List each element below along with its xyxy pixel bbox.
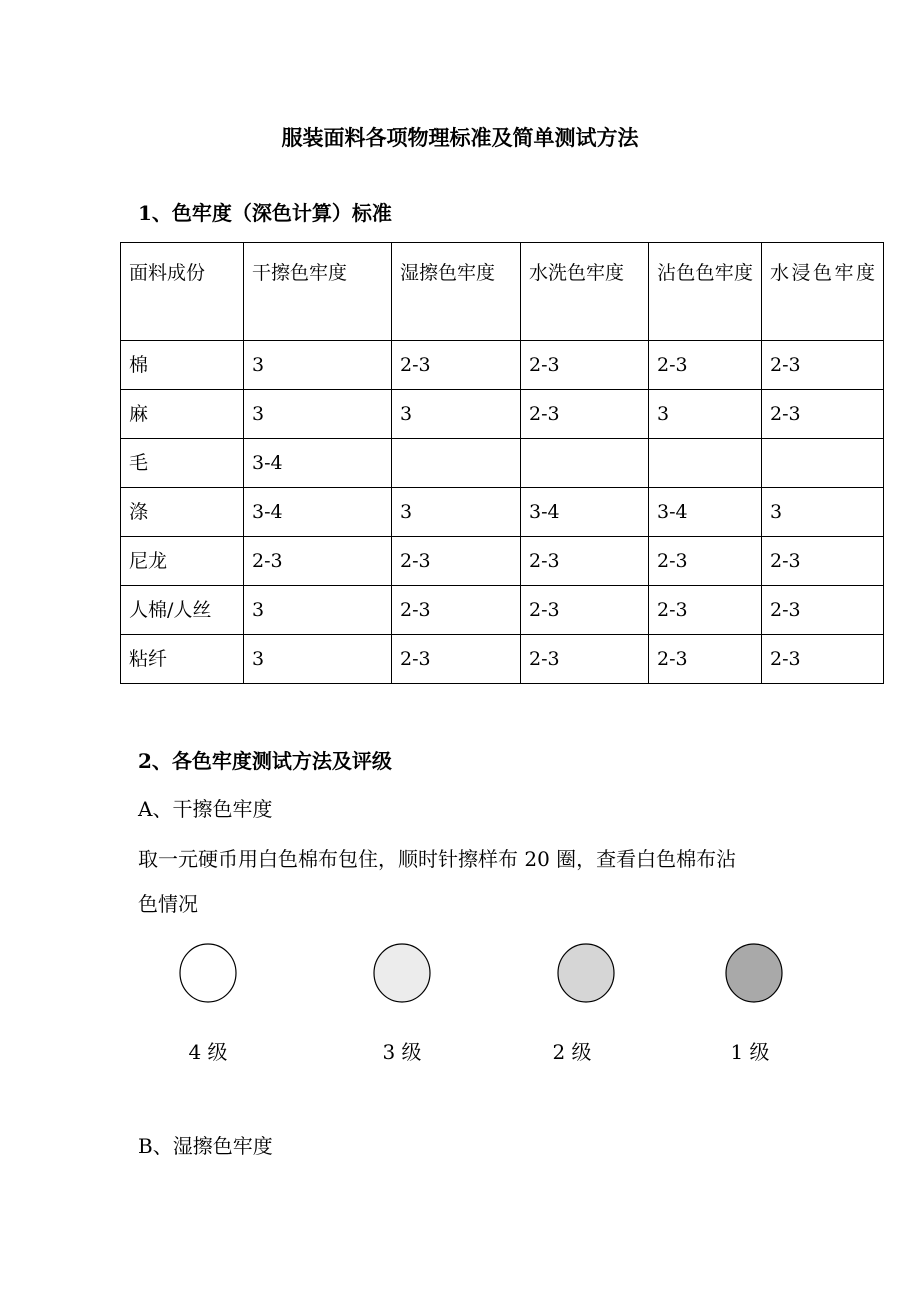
table-header-cell: 水洗色牢度 [521, 243, 649, 341]
grade-swatch [722, 940, 786, 1006]
grade-swatch [176, 940, 240, 1006]
table-cell: 3 [392, 390, 521, 439]
table-row [121, 341, 884, 390]
table-cell: 涤 [121, 488, 244, 537]
table-cell: 棉 [121, 341, 244, 390]
grade-item [158, 940, 258, 1065]
grade-1-swatch [726, 944, 782, 1002]
table-row [121, 586, 884, 635]
table-cell: 毛 [121, 439, 244, 488]
document-title: 服装面料各项物理标准及简单测试方法 [281, 125, 639, 150]
subsection-b-heading: B、湿擦色牢度 [138, 1134, 273, 1158]
table-cell: 2-3 [244, 537, 392, 586]
table-cell: 2-3 [649, 537, 762, 586]
table-cell: 2-3 [392, 341, 521, 390]
table-cell: 2-3 [392, 635, 521, 684]
table-cell [762, 439, 884, 488]
section1-heading: 1、色牢度（深色计算）标准 [138, 201, 392, 225]
table-cell: 2-3 [649, 635, 762, 684]
table-cell: 3-4 [244, 439, 392, 488]
table-row [121, 635, 884, 684]
grade-scale [0, 940, 920, 1070]
table-cell: 人棉/人丝 [121, 586, 244, 635]
table-cell: 2-3 [762, 586, 884, 635]
table-cell: 3 [244, 586, 392, 635]
table-row [121, 537, 884, 586]
table-cell: 2-3 [521, 635, 649, 684]
grade-3-swatch [374, 944, 430, 1002]
table-cell: 3 [762, 488, 884, 537]
table-cell: 2-3 [392, 586, 521, 635]
table-header-cell: 干擦色牢度 [244, 243, 392, 341]
table-cell: 2-3 [521, 537, 649, 586]
table-cell: 3-4 [244, 488, 392, 537]
table-cell: 2-3 [521, 341, 649, 390]
table-header-cell: 水浸色牢度 [762, 243, 884, 341]
table-row [121, 488, 884, 537]
grade-item [704, 940, 804, 1065]
color-fastness-table [120, 242, 884, 684]
table-cell: 尼龙 [121, 537, 244, 586]
table-cell: 3 [392, 488, 521, 537]
grade-item [536, 940, 636, 1065]
grade-label: 4 级 [188, 1040, 228, 1064]
grade-label: 1 级 [730, 1040, 770, 1064]
grade-label: 3 级 [382, 1040, 422, 1064]
table-cell: 粘纤 [121, 635, 244, 684]
table-cell: 2-3 [762, 341, 884, 390]
grade-swatch [370, 940, 434, 1006]
method-text-line-1: 取一元硬币用白色棉布包住，顺时针擦样布 20 圈，查看白色棉布沾 [138, 847, 737, 871]
grade-label: 2 级 [552, 1040, 592, 1064]
table-cell: 3-4 [521, 488, 649, 537]
table-cell [521, 439, 649, 488]
table-cell: 3 [244, 341, 392, 390]
subsection-a-heading: A、干擦色牢度 [138, 797, 273, 821]
table-header-row [121, 243, 884, 341]
table-cell: 2-3 [762, 635, 884, 684]
table-cell: 2-3 [521, 586, 649, 635]
table-cell: 3 [649, 390, 762, 439]
table-cell: 2-3 [649, 341, 762, 390]
table-cell: 3 [244, 635, 392, 684]
grade-4-swatch [180, 944, 236, 1002]
table-cell: 3 [244, 390, 392, 439]
table-header-cell: 湿擦色牢度 [392, 243, 521, 341]
table-cell [649, 439, 762, 488]
section2-heading: 2、各色牢度测试方法及评级 [138, 749, 392, 773]
method-text-line-2: 色情况 [138, 892, 198, 916]
table-cell: 3-4 [649, 488, 762, 537]
table-cell: 2-3 [521, 390, 649, 439]
table-cell: 2-3 [392, 537, 521, 586]
table-header-cell: 面料成份 [121, 243, 244, 341]
table-row [121, 439, 884, 488]
table-cell: 麻 [121, 390, 244, 439]
grade-item [352, 940, 452, 1065]
table-cell: 2-3 [649, 586, 762, 635]
table-cell [392, 439, 521, 488]
table-header-cell: 沾色色牢度 [649, 243, 762, 341]
table-cell: 2-3 [762, 537, 884, 586]
table-row [121, 390, 884, 439]
grade-swatch [554, 940, 618, 1006]
grade-2-swatch [558, 944, 614, 1002]
table-cell: 2-3 [762, 390, 884, 439]
